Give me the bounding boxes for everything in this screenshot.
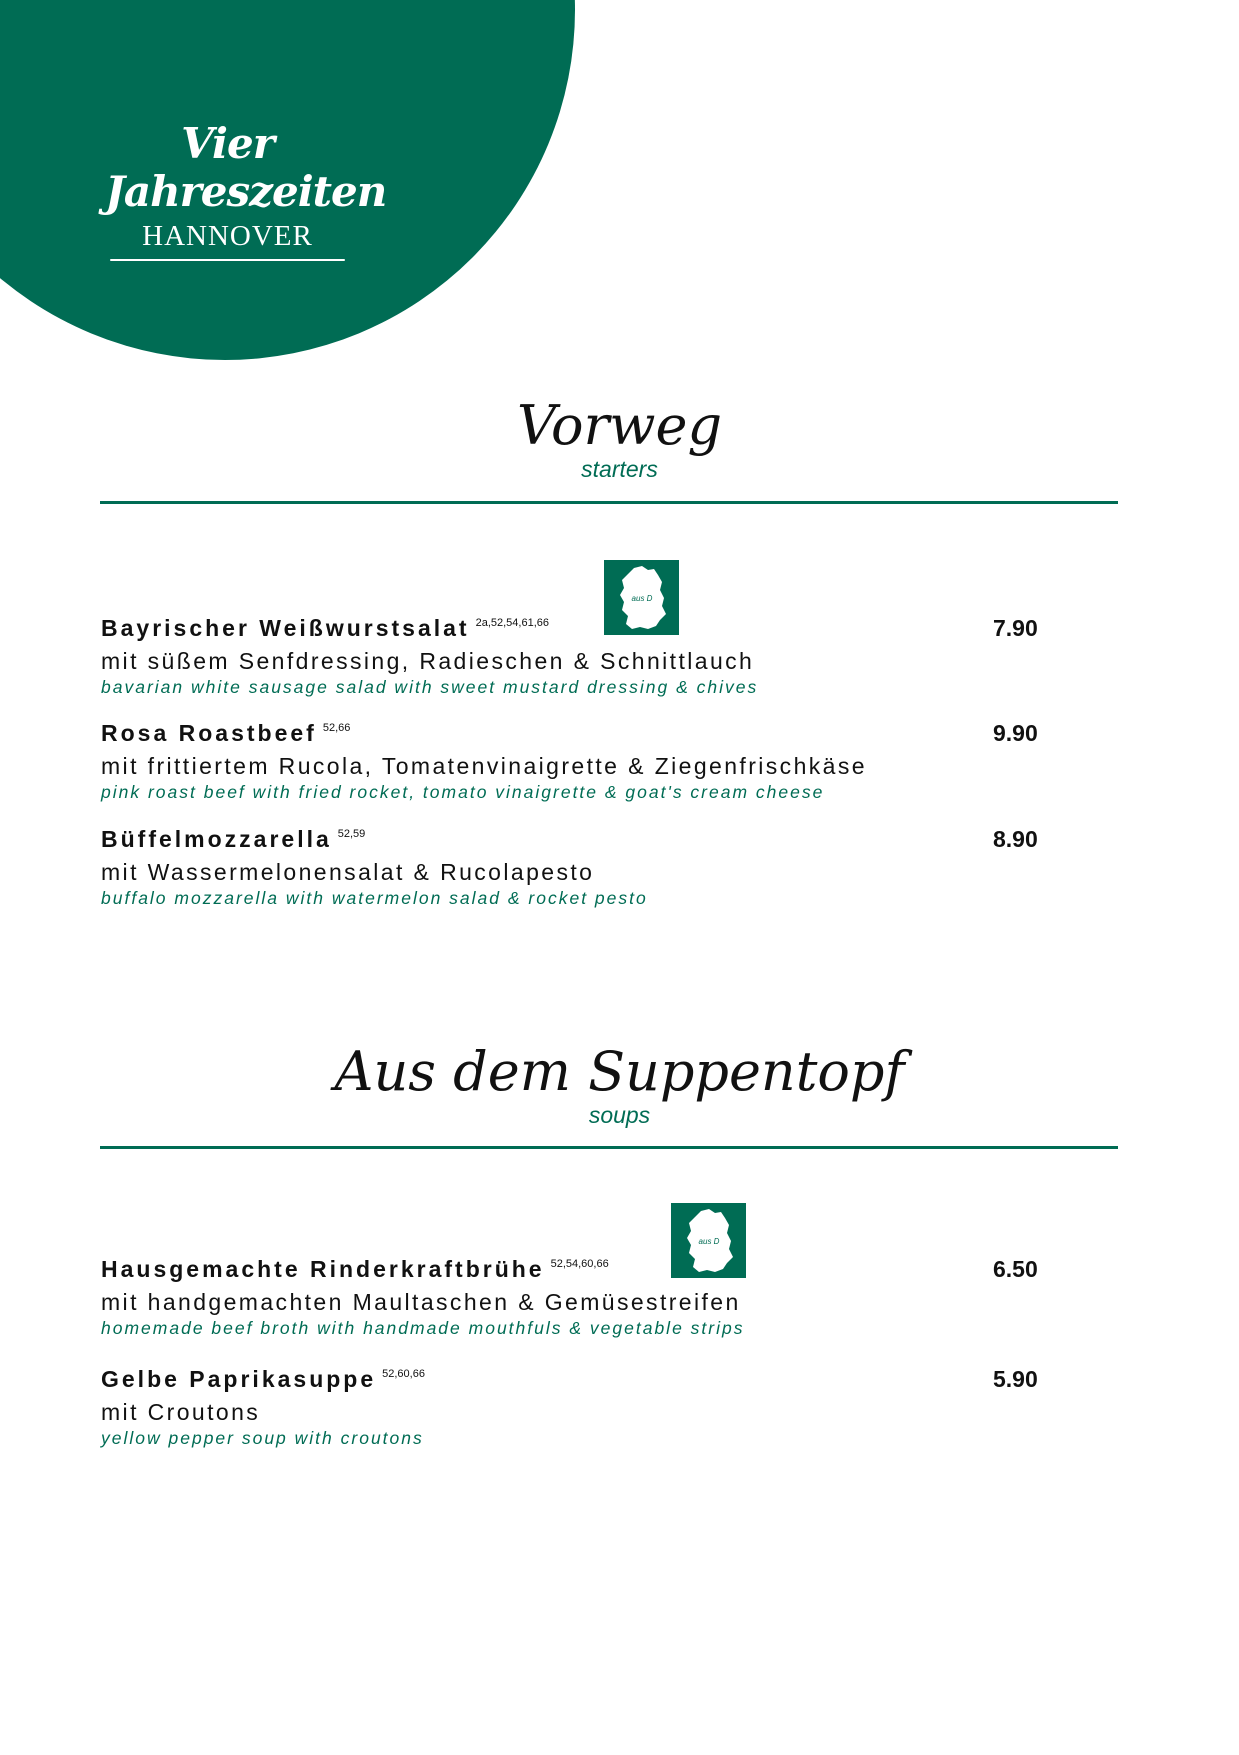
menu-item [101, 615, 1051, 698]
brand-logo [105, 119, 387, 261]
menu-item [101, 1366, 1051, 1449]
section-divider [100, 501, 1118, 504]
section-title: Aus dem Suppentopf [334, 1040, 905, 1103]
menu-item [101, 720, 1051, 803]
item-english: buffalo mozzarella with watermelon salad & rocket pesto [101, 888, 648, 908]
item-allergens: 52,66 [322, 722, 351, 734]
item-allergens: 2a,52,54,61,66 [475, 617, 549, 629]
item-description: mit Wassermelonensalat & Rucolapesto [101, 859, 595, 885]
item-name: Hausgemachte Rinderkraftbrühe $^{52,54,60,66}$ [101, 1256, 609, 1282]
item-description: mit frittiertem Rucola, Tomatenvinaigrette & Ziegenfrischkäse [101, 753, 867, 779]
item-english: yellow pepper soup with croutons [101, 1428, 424, 1448]
item-name: Rosa Roastbeef $^{52,66}$ [101, 720, 351, 746]
section-divider [100, 1146, 1118, 1149]
item-name: Bayrischer Weißwurstsalat $^{2a,52,54,61,66}$ [101, 615, 549, 641]
item-name: Büffelmozzarella $^{52,59}$ [101, 826, 366, 852]
item-allergens: 52,54,60,66 [550, 1258, 609, 1270]
item-english: pink roast beef with fried rocket, tomato vinaigrette & goat's cream cheese [101, 782, 825, 802]
logo-city: HANNOVER [142, 220, 313, 252]
menu-item [101, 1256, 1051, 1339]
logo-script: Vier Jahreszeiten [105, 119, 387, 216]
menu-item [101, 826, 1051, 909]
svg-text:aus D: aus D [698, 1237, 720, 1246]
section-subtitle: starters [581, 456, 658, 482]
section-header-soups [0, 1042, 1239, 1128]
item-description: mit Croutons [101, 1399, 261, 1425]
item-description: mit handgemachten Maultaschen & Gemüsestreifen [101, 1289, 741, 1315]
item-name: Gelbe Paprikasuppe $^{52,60,66}$ [101, 1366, 425, 1392]
item-english: homemade beef broth with handmade mouthfuls & vegetable strips [101, 1318, 745, 1338]
item-price: 7.90 [993, 615, 1038, 641]
section-title: Vorweg [516, 394, 723, 457]
logo-underline [110, 259, 345, 261]
item-allergens: 52,59 [337, 828, 366, 840]
item-price: 5.90 [993, 1366, 1038, 1392]
svg-text:aus D: aus D [631, 594, 653, 603]
item-price: 8.90 [993, 826, 1038, 852]
item-allergens: 52,60,66 [382, 1368, 425, 1380]
section-subtitle: soups [588, 1102, 651, 1128]
item-description: mit süßem Senfdressing, Radieschen & Schnittlauch [101, 648, 755, 674]
section-header-starters [0, 396, 1239, 482]
item-price: 9.90 [993, 720, 1038, 746]
item-price: 6.50 [993, 1256, 1038, 1282]
item-english: bavarian white sausage salad with sweet mustard dressing & chives [101, 677, 759, 697]
